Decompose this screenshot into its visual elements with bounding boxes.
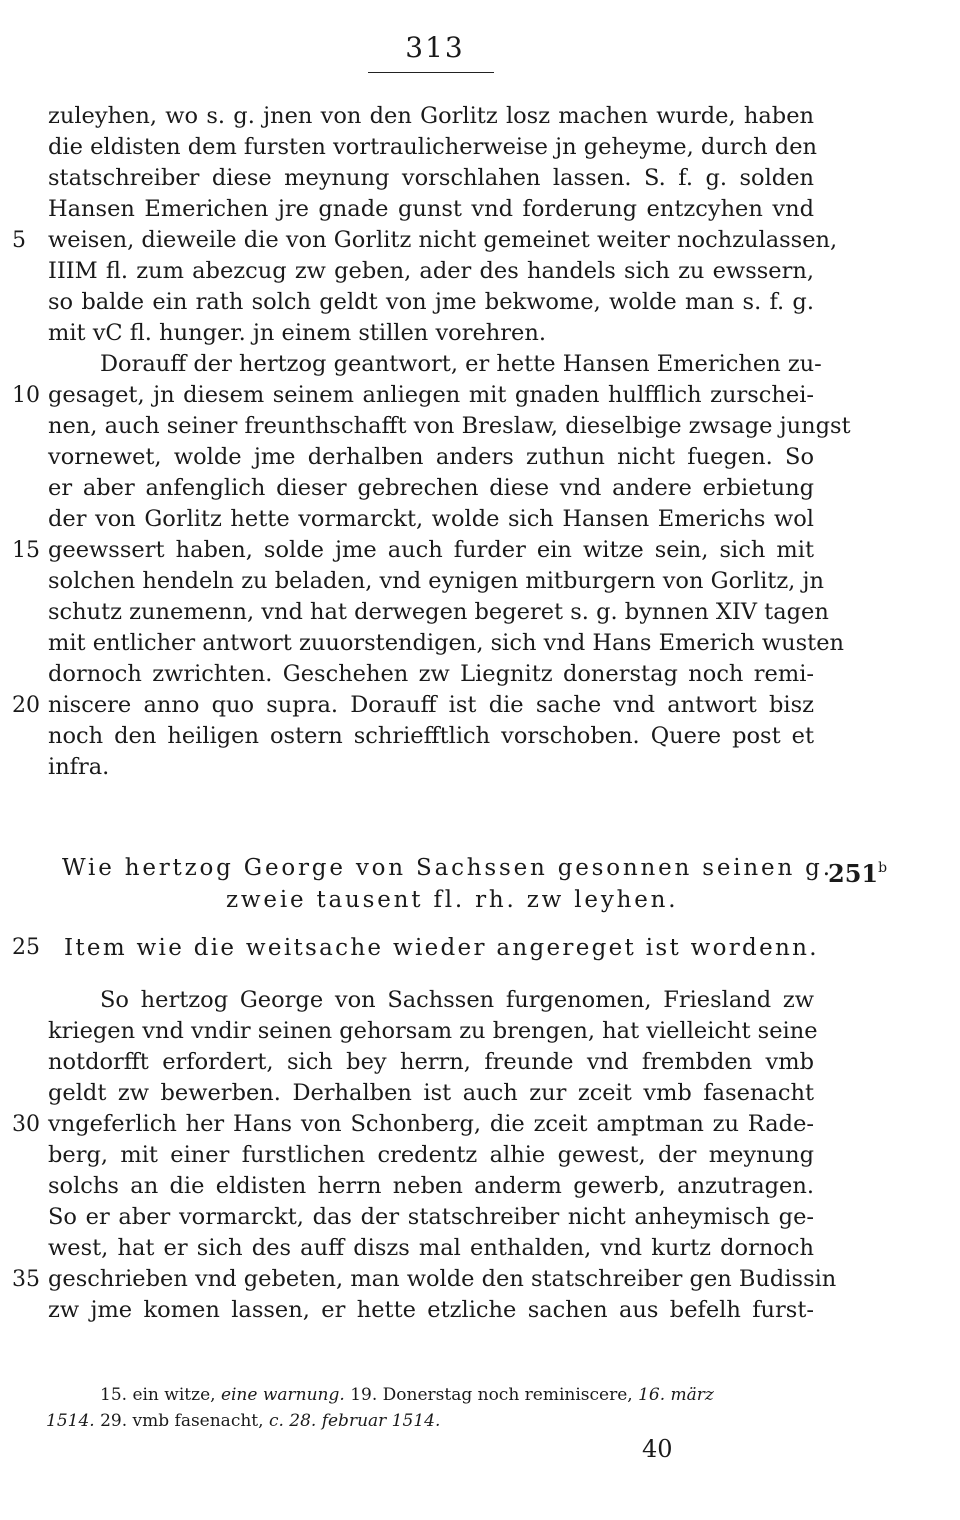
section-heading-line-1: Wie hertzog George von Sachssen gesonnen seinen g. [62, 855, 833, 881]
line-number: 20 [12, 693, 40, 718]
text-line: kriegen vnd vndir seinen gehorsam zu brengen, hat vielleicht seine [48, 1018, 818, 1044]
text-line: So hertzog George von Sachssen furgenomen, Friesland zw [100, 987, 814, 1013]
line-number: 15 [12, 538, 40, 563]
text-line: mit entlicher antwort zuuorstendigen, sich vnd Hans Emerich wusten [48, 630, 845, 656]
line-number: 25 [12, 935, 40, 960]
text-line: Hansen Emerichen jre gnade gunst vnd forderung entzcyhen vnd [48, 196, 814, 222]
text-line: geewssert haben, solde jme auch furder ein witze sein, sich mit [48, 537, 814, 563]
line-number: 30 [12, 1112, 40, 1137]
text-line: gesaget, jn diesem seinem anliegen mit gnaden hulfflich zurschei- [48, 382, 814, 408]
folio-reference: 251$^b$ [828, 859, 888, 888]
text-line: solchen hendeln zu beladen, vnd eynigen mitburgern von Gorlitz, jn [48, 568, 824, 594]
text-line: er aber anfenglich dieser gebrechen diese vnd andere erbietung [48, 475, 814, 501]
section-heading-line-2: zweie tausent fl. rh. zw leyhen. [226, 887, 679, 913]
text-line: Dorauff der hertzog geantwort, er hette Hansen Emerichen zu- [100, 351, 822, 377]
text-line: mit vC fl. hunger. jn einem stillen vorehren. [48, 320, 546, 346]
text-line: vngeferlich her Hans von Schonberg, die zceit amptman zu Rade- [48, 1111, 814, 1137]
text-line: So er aber vormarckt, das der statschreiber nicht anheymisch ge- [48, 1204, 814, 1230]
text-line: berg, mit einer furstlichen credentz alhie gewest, der meynung [48, 1142, 814, 1168]
text-line: west, hat er sich des auff diszs mal enthalden, vnd kurtz dornoch [48, 1235, 814, 1261]
text-line: geldt zw bewerben. Derhalben ist auch zur zceit vmb fasenacht [48, 1080, 814, 1106]
text-line: niscere anno quo supra. Dorauff ist die sache vnd antwort bisz [48, 692, 814, 718]
text-line: schutz zunemenn, vnd hat derwegen begeret s. g. bynnen XIV tagen [48, 599, 829, 625]
header-rule [368, 72, 494, 73]
text-line: vornewet, wolde jme derhalben anders zuthun nicht fuegen. So [48, 444, 814, 470]
text-line: zuleyhen, wo s. g. jnen von den Gorlitz losz machen wurde, haben [48, 103, 814, 129]
subheading: Item wie die weitsache wieder angereget ist wordenn. [64, 935, 819, 961]
line-number: 10 [12, 383, 40, 408]
line-number: 35 [12, 1267, 40, 1292]
page-number: 313 [405, 31, 465, 64]
text-line: geschrieben vnd gebeten, man wolde den statschreiber gen Budissin [48, 1266, 837, 1292]
text-line: weisen, dieweile die von Gorlitz nicht gemeinet weiter nochzulassen, [48, 227, 838, 253]
footnote-line-1: 15. ein witze, eine warnung. 19. Donerstag noch reminiscere, 16. märz [100, 1385, 714, 1405]
text-line: dornoch zwrichten. Geschehen zw Liegnitz donerstag noch remi- [48, 661, 814, 687]
text-line: zw jme komen lassen, er hette etzliche sachen aus befelh furst- [48, 1297, 814, 1323]
text-line: noch den heiligen ostern schriefftlich vorschoben. Quere post et [48, 723, 814, 749]
line-number: 5 [12, 228, 26, 253]
text-line: notdorfft erfordert, sich bey herrn, freunde vnd frembden vmb [48, 1049, 814, 1075]
text-line: solchs an die eldisten herrn neben anderm gewerb, anzutragen. [48, 1173, 814, 1199]
footnote-line-2: 1514. 29. vmb fasenacht, c. 28. februar 1514. [46, 1411, 441, 1431]
text-line: der von Gorlitz hette vormarckt, wolde sich Hansen Emerichs wol [48, 506, 814, 532]
text-line: infra. [48, 754, 110, 780]
text-line: so balde ein rath solch geldt von jme bekwome, wolde man s. f. g. [48, 289, 814, 315]
text-line: nen, auch seiner freunthschafft von Breslaw, dieselbige zwsage jungst [48, 413, 851, 439]
signature-mark: 40 [642, 1435, 673, 1463]
text-line: die eldisten dem fursten vortraulicherweise jn geheyme, durch den [48, 134, 818, 160]
text-line: IIIM fl. zum abezcug zw geben, ader des handels sich zu ewssern, [48, 258, 814, 284]
text-line: statschreiber diese meynung vorschlahen lassen. S. f. g. solden [48, 165, 814, 191]
